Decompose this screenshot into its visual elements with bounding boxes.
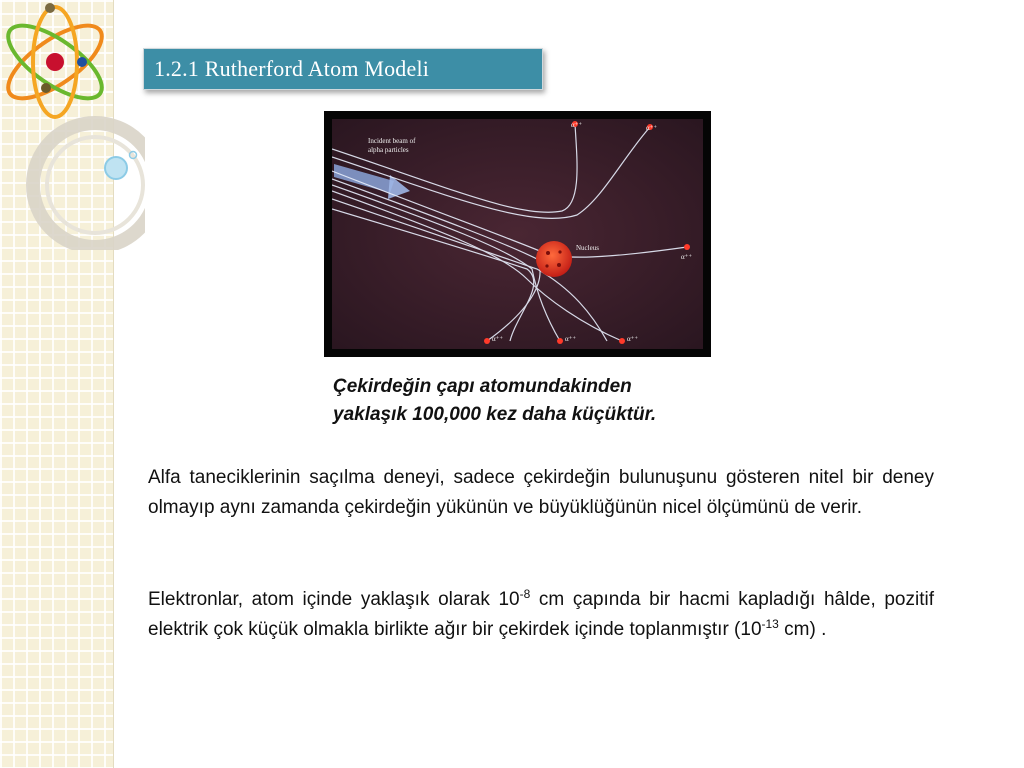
body-paragraph-1: Alfa taneciklerinin saçılma deneyi, sadece çekirdeğin bulunuşunu gösteren nitel bir deney olmayıp aynı zamanda çekirdeğin yükünün ve büyüklüğünün nicel ölçümünü de verir.: [148, 467, 934, 518]
alpha-label: α⁺⁺: [627, 335, 639, 343]
p2-text-3: cm) .: [778, 619, 827, 640]
atom-logo-icon: [0, 0, 145, 250]
p2-exponent-1: -8: [519, 587, 531, 601]
slide-title-box: [143, 48, 543, 90]
beam-label-line2: alpha particles: [368, 146, 409, 154]
alpha-label: α⁺⁺: [646, 124, 658, 132]
p2-text-2: cm çapında bir hacmi kapladığı hâlde, pozitif elektrik çok küçük olmakla birlikte ağır bir çekirdek içinde toplanmıştır (10: [148, 589, 934, 640]
beam-label-line1: Incident beam of: [368, 137, 416, 145]
p2-exponent-2: -13: [761, 617, 779, 631]
alpha-label: α⁺⁺: [492, 335, 504, 343]
p2-text-1: Elektronlar, atom içinde yaklaşık olarak 10: [148, 589, 520, 610]
caption-line-2: yaklaşık 100,000 kez daha küçüktür.: [333, 404, 657, 425]
alpha-label: α⁺⁺: [571, 121, 583, 129]
nucleus-label: Nucleus: [576, 244, 599, 252]
nucleus-icon: [536, 241, 572, 277]
alpha-label: α⁺⁺: [681, 253, 693, 261]
slide-title: 1.2.1 Rutherford Atom Modeli: [154, 56, 430, 81]
scattering-diagram: [332, 119, 703, 349]
caption-line-1: Çekirdeğin çapı atomundakinden: [333, 376, 632, 397]
alpha-label: α⁺⁺: [565, 335, 577, 343]
rutherford-scattering-figure: [324, 111, 711, 357]
figure-caption: [333, 373, 803, 429]
body-paragraph-2: [148, 585, 934, 645]
